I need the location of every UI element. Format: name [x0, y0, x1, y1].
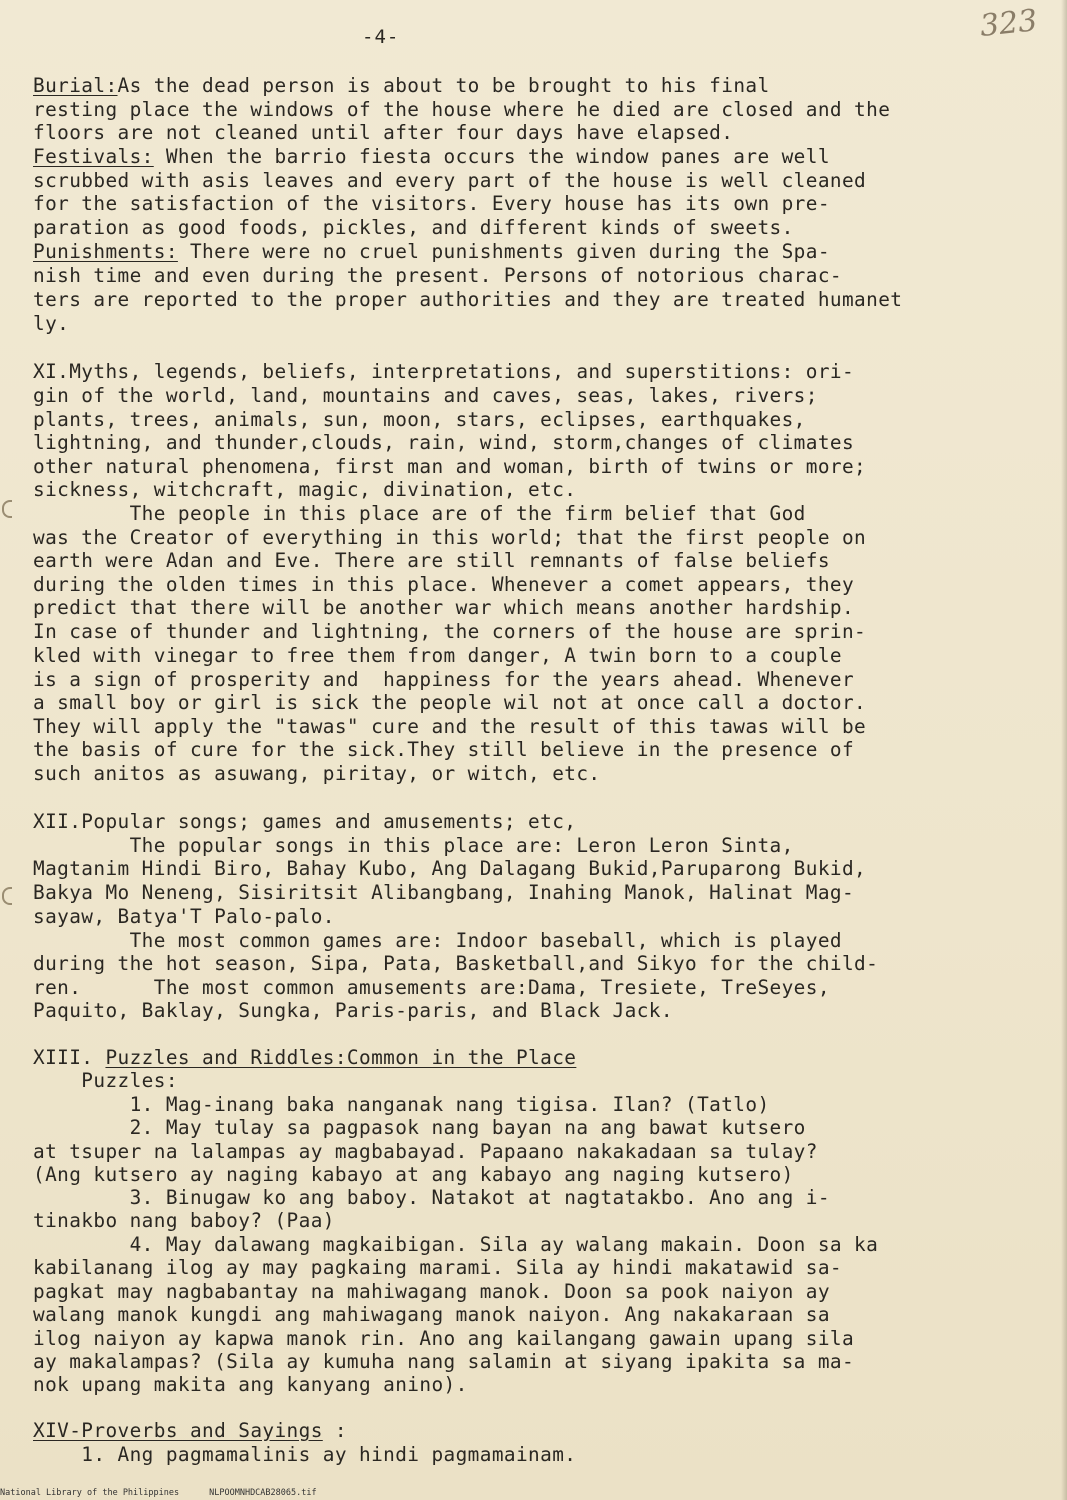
- page-number: -4-: [362, 26, 400, 48]
- section-xiii-line: ay makalampas? (Sila ay kumuha nang salamin at siyang ipakita sa ma-: [33, 1350, 855, 1373]
- punishments-line: ly.: [33, 312, 70, 335]
- section-xii-line: during the hot season, Sipa, Pata, Basketball,and Sikyo for the child-: [33, 952, 879, 975]
- section-xii-line: sayaw, Batya'T Palo-palo.: [33, 905, 335, 928]
- section-xiii-line: pagkat may nagbabantay na mahiwagang manok. Doon sa pook naiyon ay: [33, 1280, 830, 1303]
- punch-hole-mark: [2, 887, 12, 905]
- section-xii-line: Magtanim Hindi Biro, Bahay Kubo, Ang Dalagang Bukid,Paruparong Bukid,: [33, 857, 867, 880]
- section-xii-line: Paquito, Baklay, Sungka, Paris-paris, and Black Jack.: [33, 999, 673, 1022]
- section-xi-line: gin of the world, land, mountains and caves, seas, lakes, rivers;: [33, 384, 818, 407]
- punishments-label: Punishments:: [33, 240, 178, 263]
- punishments-line: nish time and even during the present. Persons of notorious charac-: [33, 264, 842, 287]
- section-xiii-line: ilog naiyon ay kapwa manok rin. Ano ang kailangang gawain upang sila: [33, 1327, 855, 1350]
- section-xiii-line: 1. Mag-inang baka nanganak nang tigisa. Ilan? (Tatlo): [33, 1093, 770, 1116]
- section-xiv-heading: XIV-Proverbs and Sayings :: [33, 1419, 347, 1442]
- section-xi-line: In case of thunder and lightning, the corners of the house are sprin-: [33, 620, 867, 643]
- section-xi-line: such anitos as asuwang, piritay, or witch, etc.: [33, 762, 601, 785]
- section-xiii-line: walang manok kungdi ang mahiwagang manok naiyon. Ang nakakaraan sa: [33, 1303, 830, 1326]
- section-xii-line: Bakya Mo Neneng, Sisiritsit Alibangbang, Inahing Manok, Halinat Mag-: [33, 881, 855, 904]
- section-xiv-title: XIV-Proverbs and Sayings: [33, 1419, 323, 1442]
- festivals-label: Festivals:: [33, 145, 154, 168]
- punishments-line: Punishments: There were no cruel punishments given during the Spa-: [33, 240, 830, 263]
- section-xiii-line: tinakbo nang baboy? (Paa): [33, 1209, 335, 1232]
- section-xii-line: ren. The most common amusements are:Dama, Tresiete, TreSeyes,: [33, 976, 830, 999]
- punishments-line: ters are reported to the proper authorities and they are treated humanet: [33, 288, 903, 311]
- burial-line: floors are not cleaned until after four days have elapsed.: [33, 121, 734, 144]
- section-xi-line: a small boy or girl is sick the people wil not at once call a doctor.: [33, 691, 867, 714]
- footer-library: National Library of the Philippines: [0, 1488, 180, 1498]
- handwritten-folio-number: 323: [978, 3, 1039, 44]
- section-xiii-line: 3. Binugaw ko ang baboy. Natakot at nagtatakbo. Ano ang i-: [33, 1186, 830, 1209]
- burial-line: Burial:As the dead person is about to be brought to his final: [33, 74, 770, 97]
- page-edge-shadow: [1061, 0, 1067, 1500]
- section-xi-line: is a sign of prosperity and happiness for the years ahead. Whenever: [33, 668, 855, 691]
- festivals-line: for the satisfaction of the visitors. Every house has its own pre-: [33, 192, 830, 215]
- section-xii-line: XII.Popular songs; games and amusements; etc,: [33, 810, 577, 833]
- section-xiii-line: kabilanang ilog ay may pagkaing marami. Sila ay hindi makatawid sa-: [33, 1256, 842, 1279]
- section-xi-line: earth were Adan and Eve. There are still remnants of false beliefs: [33, 549, 830, 572]
- section-xi-line: sickness, witchcraft, magic, divination, etc.: [33, 478, 577, 501]
- section-xi-line: XI.Myths, legends, beliefs, interpretations, and superstitions: ori-: [33, 360, 855, 383]
- section-xiii-line: Puzzles:: [33, 1069, 178, 1092]
- festivals-line: scrubbed with asis leaves and every part of the house is well cleaned: [33, 169, 867, 192]
- scan-footer: [0, 1488, 317, 1498]
- section-xi-line: the basis of cure for the sick.They still believe in the presence of: [33, 738, 855, 761]
- section-xiii-line: 2. May tulay sa pagpasok nang bayan na ang bawat kutsero: [33, 1116, 806, 1139]
- section-xi-line: other natural phenomena, first man and woman, birth of twins or more;: [33, 455, 867, 478]
- section-xiii-line: nok upang makita ang kanyang anino).: [33, 1373, 468, 1396]
- section-xiii-line: at tsuper na lalampas ay magbabayad. Papaano nakakadaan sa tulay?: [33, 1140, 818, 1163]
- section-xi-line: was the Creator of everything in this world; that the first people on: [33, 526, 867, 549]
- section-xi-line: plants, trees, animals, sun, moon, stars, eclipses, earthquakes,: [33, 408, 806, 431]
- section-xi-line: during the olden times in this place. Whenever a comet appears, they: [33, 573, 855, 596]
- section-xi-line: The people in this place are of the firm belief that God: [33, 502, 806, 525]
- burial-line: resting place the windows of the house where he died are closed and the: [33, 98, 891, 121]
- section-xiv-line: 1. Ang pagmamalinis ay hindi pagmamainam.: [33, 1443, 577, 1466]
- festivals-line: Festivals: When the barrio fiesta occurs the window panes are well: [33, 145, 830, 168]
- punch-hole-mark: [2, 500, 12, 518]
- section-xi-line: They will apply the "tawas" cure and the result of this tawas will be: [33, 715, 867, 738]
- section-xi-line: kled with vinegar to free them from danger, A twin born to a couple: [33, 644, 842, 667]
- section-xiii-title: Puzzles and Riddles:Common in the Place: [105, 1046, 577, 1069]
- section-xi-line: lightning, and thunder,clouds, rain, wind, storm,changes of climates: [33, 431, 855, 454]
- festivals-line: paration as good foods, pickles, and different kinds of sweets.: [33, 216, 794, 239]
- section-xiii-line: 4. May dalawang magkaibigan. Sila ay walang makain. Doon sa ka: [33, 1233, 879, 1256]
- section-xiii-heading: XIII. Puzzles and Riddles:Common in the Place: [33, 1046, 577, 1069]
- section-xii-line: The popular songs in this place are: Leron Leron Sinta,: [33, 834, 794, 857]
- footer-file-id: NLPOOMNHDCAB28065.tif: [209, 1488, 317, 1498]
- burial-label: Burial:: [33, 74, 118, 97]
- section-xi-line: predict that there will be another war which means another hardship.: [33, 596, 855, 619]
- section-xiii-line: (Ang kutsero ay naging kabayo at ang kabayo ang naging kutsero): [33, 1163, 794, 1186]
- section-xii-line: The most common games are: Indoor baseball, which is played: [33, 929, 842, 952]
